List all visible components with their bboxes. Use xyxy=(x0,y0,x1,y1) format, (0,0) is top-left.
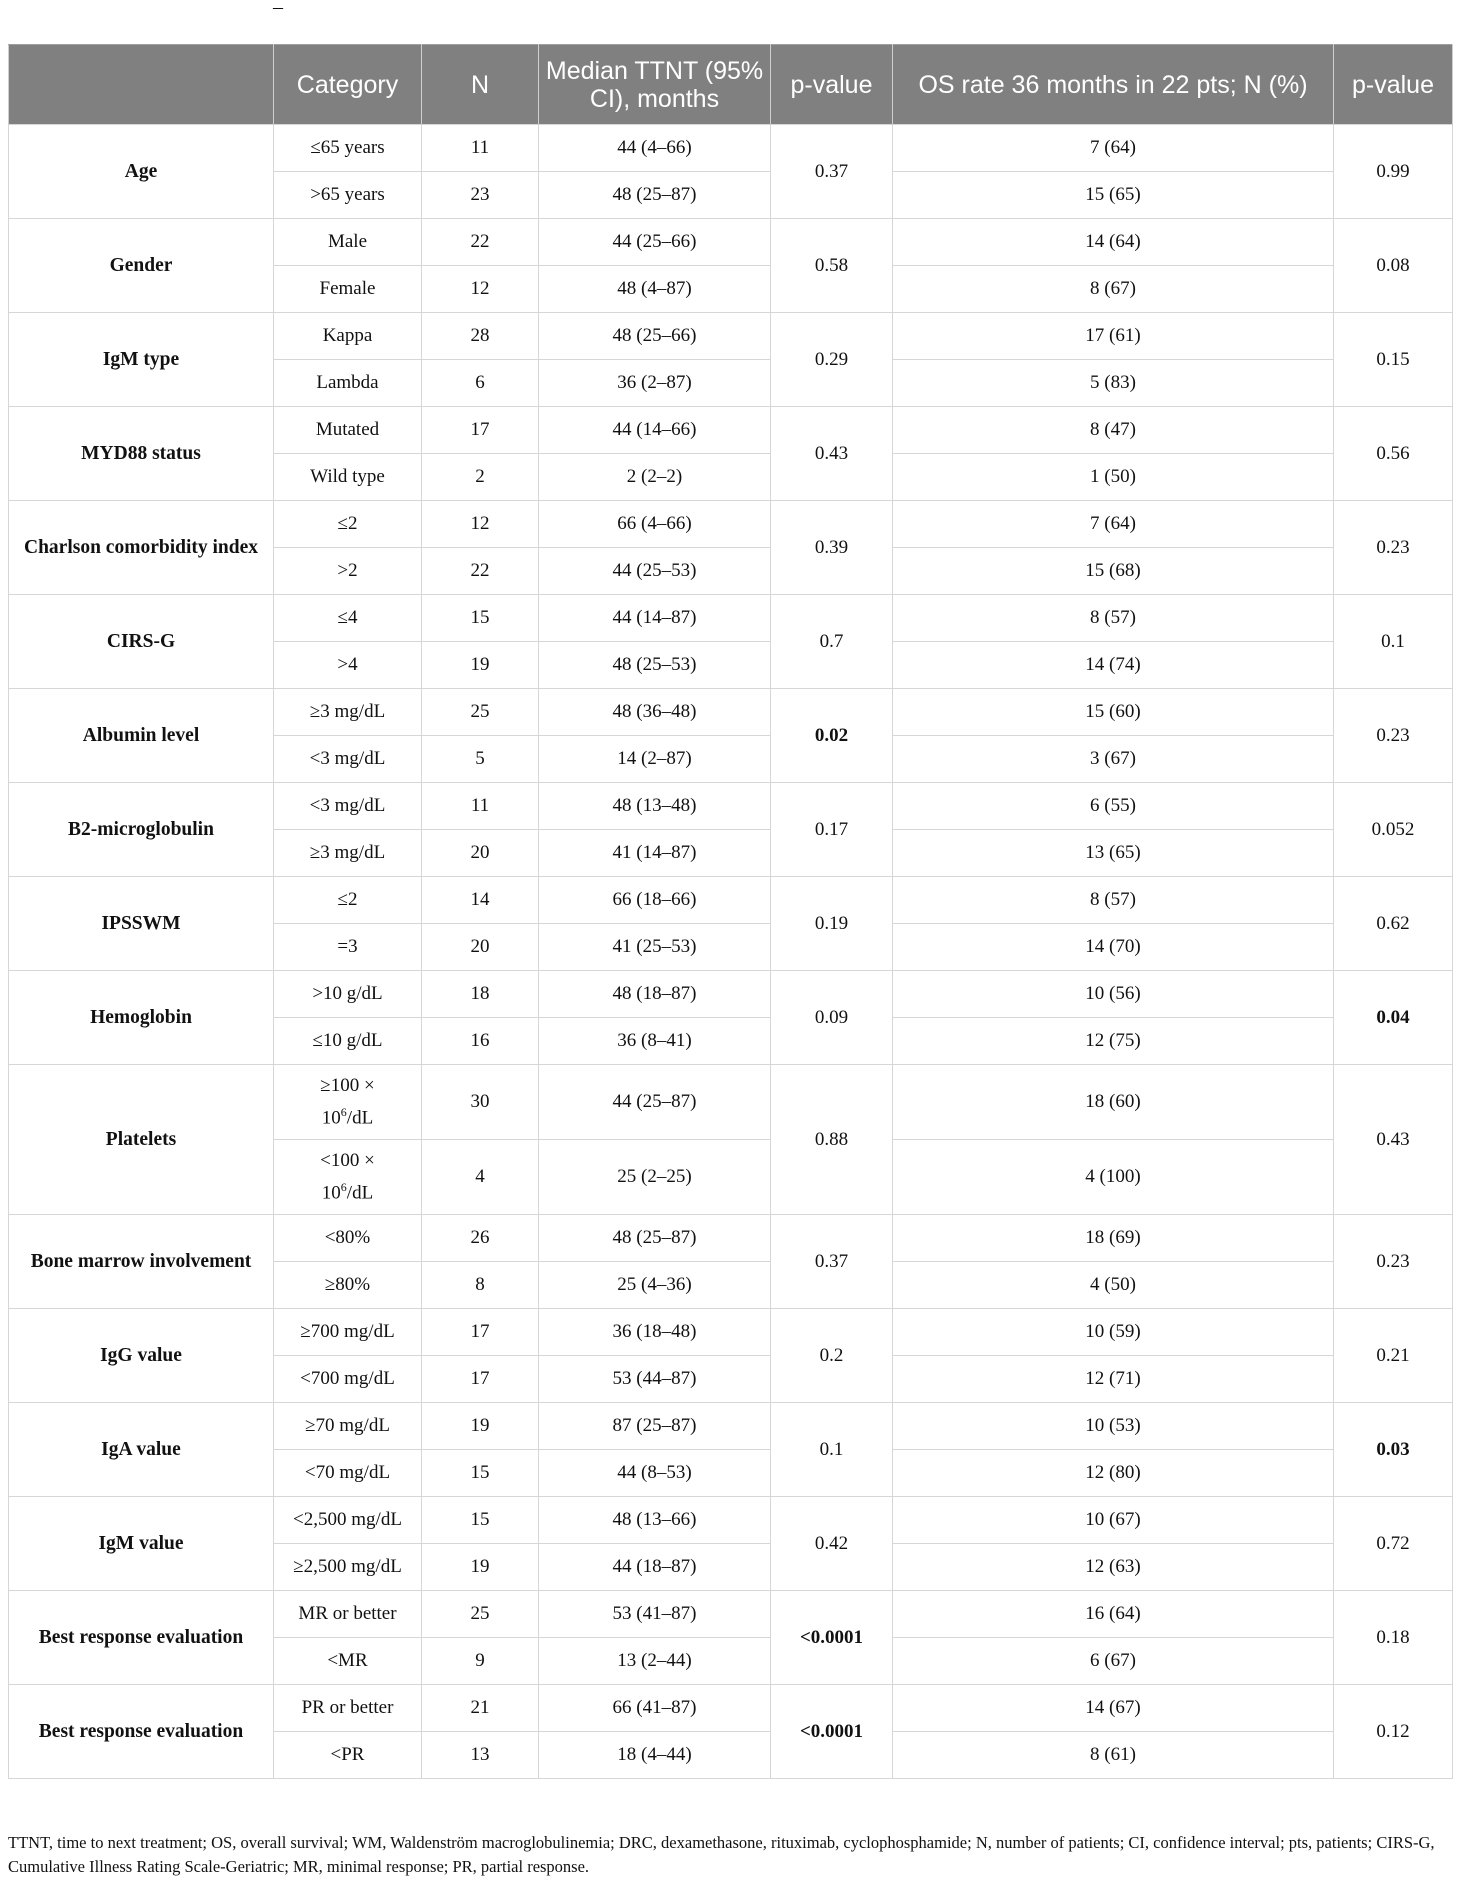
group-name: IgA value xyxy=(9,1403,274,1497)
n-cell: 15 xyxy=(422,595,539,642)
table-row xyxy=(9,595,1453,642)
category-cell: >4 xyxy=(274,642,422,689)
median-ttnt-cell: 44 (14–66) xyxy=(539,407,771,454)
group-name: Platelets xyxy=(9,1065,274,1215)
table-row xyxy=(9,783,1453,830)
os-rate-cell: 14 (67) xyxy=(893,1685,1334,1732)
category-cell: >10 g/dL xyxy=(274,971,422,1018)
category-cell: <2,500 mg/dL xyxy=(274,1497,422,1544)
p-value-os-cell: 0.62 xyxy=(1334,877,1453,971)
category-cell: Kappa xyxy=(274,313,422,360)
table-row xyxy=(9,1065,1453,1140)
group-name: Best response evaluation xyxy=(9,1591,274,1685)
median-ttnt-cell: 48 (25–87) xyxy=(539,1215,771,1262)
n-cell: 25 xyxy=(422,689,539,736)
os-rate-cell: 8 (67) xyxy=(893,266,1334,313)
p-value-ttnt-cell: 0.37 xyxy=(771,1215,893,1309)
n-cell: 26 xyxy=(422,1215,539,1262)
header-p-value-ttnt: p-value xyxy=(771,45,893,125)
p-value-os-cell: 0.15 xyxy=(1334,313,1453,407)
group-name: Gender xyxy=(9,219,274,313)
p-value-os-cell: 0.72 xyxy=(1334,1497,1453,1591)
os-rate-cell: 13 (65) xyxy=(893,830,1334,877)
median-ttnt-cell: 48 (13–66) xyxy=(539,1497,771,1544)
table-row xyxy=(9,877,1453,924)
p-value-os-cell: 0.23 xyxy=(1334,1215,1453,1309)
p-value-ttnt-cell: 0.88 xyxy=(771,1065,893,1215)
os-rate-cell: 12 (63) xyxy=(893,1544,1334,1591)
table-row xyxy=(9,219,1453,266)
group-name: IPSSWM xyxy=(9,877,274,971)
category-cell: ≥2,500 mg/dL xyxy=(274,1544,422,1591)
p-value-os-cell: 0.56 xyxy=(1334,407,1453,501)
median-ttnt-cell: 48 (25–87) xyxy=(539,172,771,219)
median-ttnt-cell: 44 (14–87) xyxy=(539,595,771,642)
category-cell: <3 mg/dL xyxy=(274,783,422,830)
median-ttnt-cell: 53 (44–87) xyxy=(539,1356,771,1403)
group-name: Best response evaluation xyxy=(9,1685,274,1779)
n-cell: 19 xyxy=(422,1544,539,1591)
table-row xyxy=(9,971,1453,1018)
p-value-os-cell: 0.04 xyxy=(1334,971,1453,1065)
median-ttnt-cell: 41 (14–87) xyxy=(539,830,771,877)
category-cell: Male xyxy=(274,219,422,266)
header-os-rate: OS rate 36 months in 22 pts; N (%) xyxy=(893,45,1334,125)
median-ttnt-cell: 53 (41–87) xyxy=(539,1591,771,1638)
category-cell: ≥700 mg/dL xyxy=(274,1309,422,1356)
category-cell: <700 mg/dL xyxy=(274,1356,422,1403)
category-cell: <PR xyxy=(274,1732,422,1779)
median-ttnt-cell: 44 (8–53) xyxy=(539,1450,771,1497)
category-cell: >2 xyxy=(274,548,422,595)
n-cell: 20 xyxy=(422,924,539,971)
median-ttnt-cell: 44 (25–87) xyxy=(539,1065,771,1140)
p-value-os-cell: 0.21 xyxy=(1334,1309,1453,1403)
table-row xyxy=(9,1215,1453,1262)
median-ttnt-cell: 44 (4–66) xyxy=(539,125,771,172)
category-cell: =3 xyxy=(274,924,422,971)
median-ttnt-cell: 2 (2–2) xyxy=(539,454,771,501)
table-row xyxy=(9,407,1453,454)
category-cell: ≤2 xyxy=(274,877,422,924)
table-row xyxy=(9,313,1453,360)
p-value-ttnt-cell: 0.2 xyxy=(771,1309,893,1403)
category-base: 10 xyxy=(321,1182,341,1204)
category-cell: <80% xyxy=(274,1215,422,1262)
group-name: Hemoglobin xyxy=(9,971,274,1065)
table-row xyxy=(9,1685,1453,1732)
category-exponent: 6 xyxy=(340,1104,347,1119)
n-cell: 2 xyxy=(422,454,539,501)
p-value-ttnt-cell: 0.42 xyxy=(771,1497,893,1591)
group-name: B2-microglobulin xyxy=(9,783,274,877)
category-unit: /dL xyxy=(346,1107,374,1129)
p-value-ttnt-cell: 0.1 xyxy=(771,1403,893,1497)
median-ttnt-cell: 13 (2–44) xyxy=(539,1638,771,1685)
n-cell: 19 xyxy=(422,642,539,689)
os-rate-cell: 12 (71) xyxy=(893,1356,1334,1403)
median-ttnt-cell: 25 (2–25) xyxy=(539,1140,771,1215)
os-rate-cell: 7 (64) xyxy=(893,125,1334,172)
n-cell: 25 xyxy=(422,1591,539,1638)
n-cell: 14 xyxy=(422,877,539,924)
median-ttnt-cell: 48 (4–87) xyxy=(539,266,771,313)
p-value-os-cell: 0.18 xyxy=(1334,1591,1453,1685)
table-body xyxy=(9,125,1453,1779)
os-rate-cell: 15 (68) xyxy=(893,548,1334,595)
n-cell: 13 xyxy=(422,1732,539,1779)
p-value-ttnt-cell: 0.09 xyxy=(771,971,893,1065)
group-name: Bone marrow involvement xyxy=(9,1215,274,1309)
n-cell: 15 xyxy=(422,1497,539,1544)
category-cell: ≤4 xyxy=(274,595,422,642)
os-rate-cell: 10 (56) xyxy=(893,971,1334,1018)
p-value-os-cell: 0.08 xyxy=(1334,219,1453,313)
category-line-1: <100 × xyxy=(320,1149,375,1171)
os-rate-cell: 14 (64) xyxy=(893,219,1334,266)
header-blank xyxy=(9,45,274,125)
median-ttnt-cell: 14 (2–87) xyxy=(539,736,771,783)
os-rate-cell: 18 (69) xyxy=(893,1215,1334,1262)
p-value-ttnt-cell: 0.37 xyxy=(771,125,893,219)
os-rate-cell: 7 (64) xyxy=(893,501,1334,548)
p-value-os-cell: 0.23 xyxy=(1334,501,1453,595)
n-cell: 5 xyxy=(422,736,539,783)
os-rate-cell: 6 (67) xyxy=(893,1638,1334,1685)
n-cell: 22 xyxy=(422,548,539,595)
median-ttnt-cell: 48 (36–48) xyxy=(539,689,771,736)
category-cell: Mutated xyxy=(274,407,422,454)
table-row xyxy=(9,689,1453,736)
category-cell xyxy=(274,1140,422,1215)
group-name: Albumin level xyxy=(9,689,274,783)
table-footnote: TTNT, time to next treatment; OS, overall survival; WM, Waldenström macroglobulinemia; DRC, dexamethasone, rituximab, cyclophosphamide; N, number of patients; CI, confidence interval; pts, patients; CIRS-G, Cumulative Illness Rating Scale-Geriatric; MR, minimal response; PR, partial response. xyxy=(8,1833,1435,1876)
category-exponent: 6 xyxy=(340,1179,347,1194)
category-cell xyxy=(274,1065,422,1140)
median-ttnt-cell: 48 (25–53) xyxy=(539,642,771,689)
category-cell: PR or better xyxy=(274,1685,422,1732)
os-rate-cell: 10 (53) xyxy=(893,1403,1334,1450)
os-rate-cell: 10 (59) xyxy=(893,1309,1334,1356)
os-rate-cell: 15 (65) xyxy=(893,172,1334,219)
n-cell: 17 xyxy=(422,1309,539,1356)
p-value-os-cell: 0.1 xyxy=(1334,595,1453,689)
os-rate-cell: 6 (55) xyxy=(893,783,1334,830)
n-cell: 11 xyxy=(422,125,539,172)
n-cell: 6 xyxy=(422,360,539,407)
category-cell: ≤65 years xyxy=(274,125,422,172)
n-cell: 20 xyxy=(422,830,539,877)
n-cell: 11 xyxy=(422,783,539,830)
p-value-ttnt-cell: <0.0001 xyxy=(771,1591,893,1685)
category-cell: ≤2 xyxy=(274,501,422,548)
p-value-os-cell: 0.99 xyxy=(1334,125,1453,219)
group-name: MYD88 status xyxy=(9,407,274,501)
category-cell: ≥3 mg/dL xyxy=(274,830,422,877)
os-rate-cell: 3 (67) xyxy=(893,736,1334,783)
os-rate-cell: 1 (50) xyxy=(893,454,1334,501)
p-value-ttnt-cell: <0.0001 xyxy=(771,1685,893,1779)
header-median-ttnt: Median TTNT (95% CI), months xyxy=(539,45,771,125)
p-value-ttnt-cell: 0.29 xyxy=(771,313,893,407)
category-cell: >65 years xyxy=(274,172,422,219)
category-cell: <70 mg/dL xyxy=(274,1450,422,1497)
os-rate-cell: 16 (64) xyxy=(893,1591,1334,1638)
os-rate-cell: 4 (50) xyxy=(893,1262,1334,1309)
n-cell: 19 xyxy=(422,1403,539,1450)
group-name: IgG value xyxy=(9,1309,274,1403)
n-cell: 8 xyxy=(422,1262,539,1309)
n-cell: 4 xyxy=(422,1140,539,1215)
median-ttnt-cell: 44 (25–66) xyxy=(539,219,771,266)
os-rate-cell: 18 (60) xyxy=(893,1065,1334,1140)
os-rate-cell: 8 (57) xyxy=(893,595,1334,642)
top-mark: – xyxy=(273,0,283,18)
median-ttnt-cell: 41 (25–53) xyxy=(539,924,771,971)
median-ttnt-cell: 44 (25–53) xyxy=(539,548,771,595)
category-cell: ≥80% xyxy=(274,1262,422,1309)
n-cell: 23 xyxy=(422,172,539,219)
p-value-os-cell: 0.12 xyxy=(1334,1685,1453,1779)
n-cell: 17 xyxy=(422,1356,539,1403)
category-cell: <MR xyxy=(274,1638,422,1685)
category-unit: /dL xyxy=(346,1182,374,1204)
p-value-os-cell: 0.23 xyxy=(1334,689,1453,783)
n-cell: 18 xyxy=(422,971,539,1018)
n-cell: 12 xyxy=(422,501,539,548)
table-row xyxy=(9,1309,1453,1356)
p-value-ttnt-cell: 0.58 xyxy=(771,219,893,313)
median-ttnt-cell: 87 (25–87) xyxy=(539,1403,771,1450)
median-ttnt-cell: 25 (4–36) xyxy=(539,1262,771,1309)
table-row xyxy=(9,501,1453,548)
p-value-ttnt-cell: 0.02 xyxy=(771,689,893,783)
group-name: IgM type xyxy=(9,313,274,407)
category-cell: Female xyxy=(274,266,422,313)
os-rate-cell: 12 (80) xyxy=(893,1450,1334,1497)
median-ttnt-cell: 44 (18–87) xyxy=(539,1544,771,1591)
n-cell: 9 xyxy=(422,1638,539,1685)
median-ttnt-cell: 66 (4–66) xyxy=(539,501,771,548)
n-cell: 15 xyxy=(422,1450,539,1497)
os-rate-cell: 15 (60) xyxy=(893,689,1334,736)
table-row xyxy=(9,1591,1453,1638)
category-cell: Wild type xyxy=(274,454,422,501)
n-cell: 16 xyxy=(422,1018,539,1065)
group-name: Age xyxy=(9,125,274,219)
group-name: Charlson comorbidity index xyxy=(9,501,274,595)
n-cell: 30 xyxy=(422,1065,539,1140)
category-line-1: ≥100 × xyxy=(320,1074,375,1096)
category-base: 10 xyxy=(321,1107,341,1129)
os-rate-cell: 5 (83) xyxy=(893,360,1334,407)
n-cell: 17 xyxy=(422,407,539,454)
p-value-ttnt-cell: 0.39 xyxy=(771,501,893,595)
n-cell: 28 xyxy=(422,313,539,360)
median-ttnt-cell: 48 (13–48) xyxy=(539,783,771,830)
os-rate-cell: 8 (57) xyxy=(893,877,1334,924)
n-cell: 22 xyxy=(422,219,539,266)
os-rate-cell: 17 (61) xyxy=(893,313,1334,360)
n-cell: 21 xyxy=(422,1685,539,1732)
category-cell: ≥70 mg/dL xyxy=(274,1403,422,1450)
category-cell: ≥3 mg/dL xyxy=(274,689,422,736)
p-value-os-cell: 0.43 xyxy=(1334,1065,1453,1215)
median-ttnt-cell: 36 (2–87) xyxy=(539,360,771,407)
group-name: CIRS-G xyxy=(9,595,274,689)
p-value-ttnt-cell: 0.19 xyxy=(771,877,893,971)
median-ttnt-cell: 48 (18–87) xyxy=(539,971,771,1018)
header-p-value-os: p-value xyxy=(1334,45,1453,125)
n-cell: 12 xyxy=(422,266,539,313)
os-rate-cell: 14 (70) xyxy=(893,924,1334,971)
median-ttnt-cell: 36 (8–41) xyxy=(539,1018,771,1065)
median-ttnt-cell: 36 (18–48) xyxy=(539,1309,771,1356)
header-n: N xyxy=(422,45,539,125)
os-rate-cell: 4 (100) xyxy=(893,1140,1334,1215)
category-cell: <3 mg/dL xyxy=(274,736,422,783)
median-ttnt-cell: 48 (25–66) xyxy=(539,313,771,360)
p-value-ttnt-cell: 0.43 xyxy=(771,407,893,501)
os-rate-cell: 12 (75) xyxy=(893,1018,1334,1065)
table-row xyxy=(9,125,1453,172)
category-cell: MR or better xyxy=(274,1591,422,1638)
table-row xyxy=(9,1403,1453,1450)
os-rate-cell: 14 (74) xyxy=(893,642,1334,689)
p-value-os-cell: 0.052 xyxy=(1334,783,1453,877)
p-value-ttnt-cell: 0.17 xyxy=(771,783,893,877)
median-ttnt-cell: 18 (4–44) xyxy=(539,1732,771,1779)
header-category: Category xyxy=(274,45,422,125)
table-row xyxy=(9,1497,1453,1544)
table-header xyxy=(9,45,1453,125)
p-value-ttnt-cell: 0.7 xyxy=(771,595,893,689)
median-ttnt-cell: 66 (18–66) xyxy=(539,877,771,924)
category-cell: Lambda xyxy=(274,360,422,407)
category-cell: ≤10 g/dL xyxy=(274,1018,422,1065)
os-rate-cell: 8 (47) xyxy=(893,407,1334,454)
p-value-os-cell: 0.03 xyxy=(1334,1403,1453,1497)
median-ttnt-cell: 66 (41–87) xyxy=(539,1685,771,1732)
os-rate-cell: 10 (67) xyxy=(893,1497,1334,1544)
group-name: IgM value xyxy=(9,1497,274,1591)
os-rate-cell: 8 (61) xyxy=(893,1732,1334,1779)
results-table xyxy=(8,44,1453,1779)
